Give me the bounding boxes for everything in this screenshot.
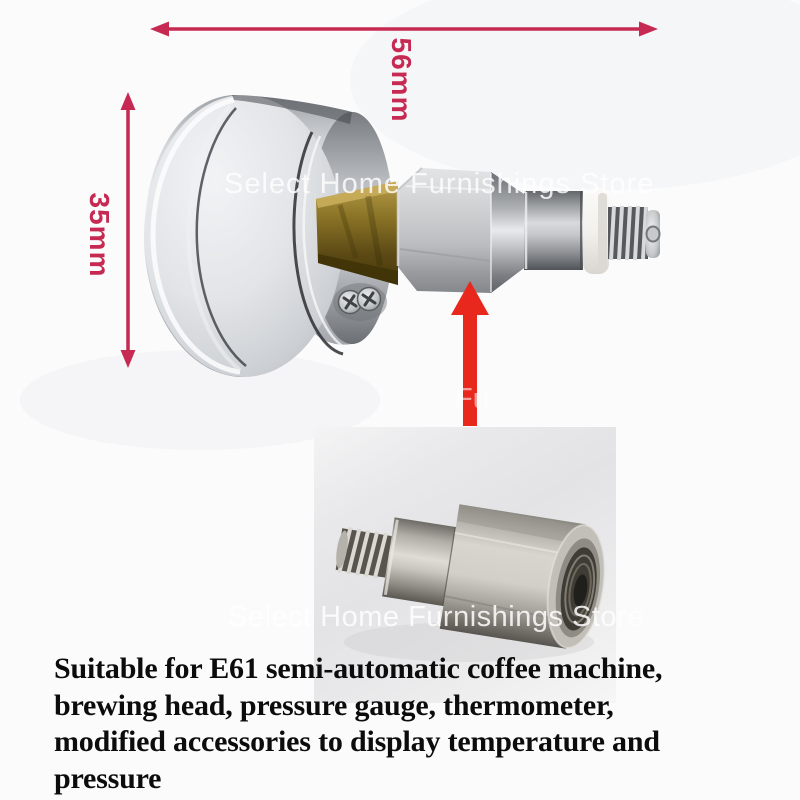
watermark-fragment: Fu: [455, 383, 489, 415]
description-line: modified accessories to display temperature and: [54, 725, 660, 759]
red-pointer-arrow: [451, 281, 489, 426]
height-dimension-label: 35mm: [84, 192, 115, 278]
gauge-back-face: [145, 95, 343, 377]
hex-adapter: [398, 168, 524, 293]
threaded-stud: [608, 206, 660, 260]
adapter-cone: [491, 172, 524, 293]
width-dimension-label: 56mm: [386, 37, 417, 123]
gauge-screws: [333, 283, 387, 321]
watermark-main: Select Home Furnishings Store: [224, 168, 655, 200]
watermark-inset: Select Home Furnishings Store: [228, 601, 644, 633]
adapter-part: [327, 486, 612, 653]
connector-cylinder: [524, 191, 583, 270]
white-washer: [583, 188, 609, 274]
height-dimension-arrow: [121, 92, 136, 368]
description-line: brewing head, pressure gauge, thermometer,: [54, 688, 614, 722]
description-line: Suitable for E61 semi-automatic coffee machine,: [54, 652, 663, 685]
product-description: [54, 651, 784, 797]
description-line: pressure: [54, 761, 162, 795]
